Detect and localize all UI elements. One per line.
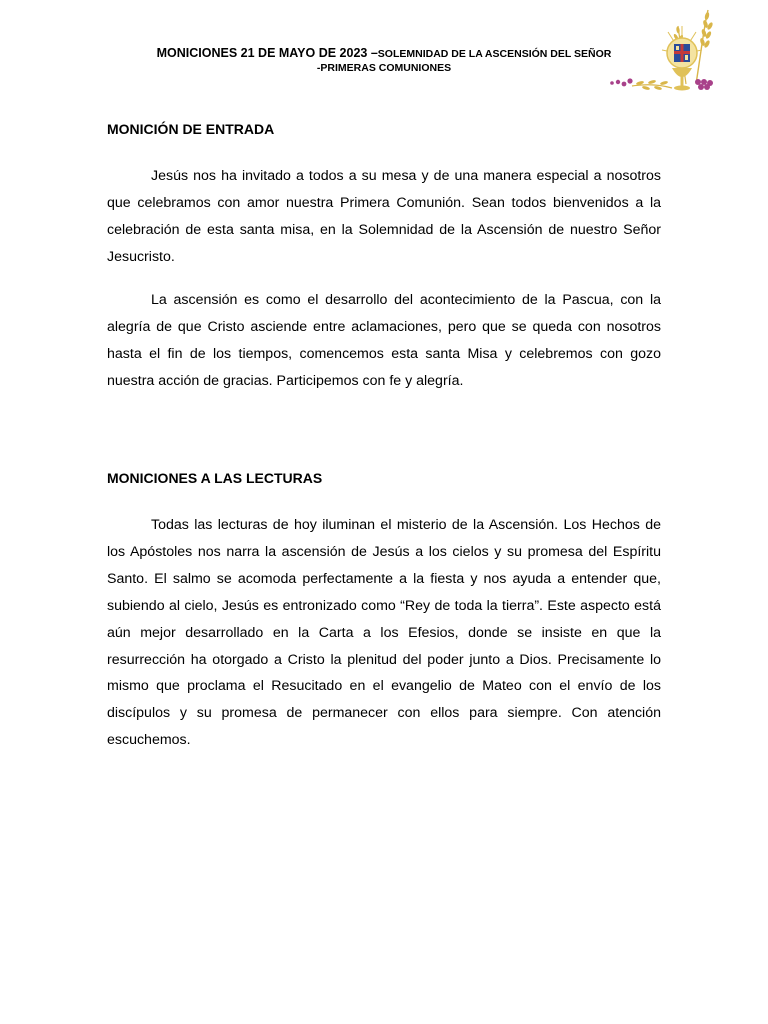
page-header (100, 46, 668, 75)
header-line-1 (100, 46, 668, 61)
header-subtitle: SOLEMNIDAD DE LA ASCENSIÓN DEL SEÑOR (377, 48, 612, 60)
chalice-icon (672, 68, 692, 91)
section-title-lecturas: MONICIONES A LAS LECTURAS (107, 470, 323, 486)
section-title-entrada: MONICIÓN DE ENTRADA (107, 121, 275, 137)
eucharist-logo-icon (610, 6, 720, 96)
header-line-2: -PRIMERAS COMUNIONES (316, 62, 452, 74)
paragraph-entrada-2: La ascensión es como el desarrollo del acontecimiento de la Pascua, con la alegría de que Cristo asciende entre aclamaciones, pero que se queda con nosotros hasta el fin de los tiempos, comencemos esta santa Misa y celebremos con gozo nuestra acción de gracias. Participemos con fe y alegría. (107, 292, 661, 389)
eucharist-logo-graphic (610, 6, 720, 96)
paragraph-lecturas-1: Todas las lecturas de hoy iluminan el misterio de la Ascensión. Los Hechos de los Apóstoles nos narra la ascensión de Jesús a los cielos y su promesa del Espíritu Santo. El salmo se acomoda perfectamente a la fiesta y nos ayuda a entender que, subiendo al cielo, Jesús es entronizado como “Rey de toda la tierra”. Este aspecto está aún mejor desarrollado en la Carta a los Efesios, donde se insiste en que la resurrección ha otorgado a Cristo la plenitud del poder junto a Dios. Precisamente lo mismo que proclama el Resucitado en el evangelio de Mateo con el envío de los discípulos y su promesa de permanecer con ellos para siempre. Con atención escuchemos. (107, 517, 661, 749)
lying-wheat-icon (632, 79, 672, 90)
paragraph-entrada-1: Jesús nos ha invitado a todos a su mesa y de una manera especial a nosotros que celebramos con amor nuestra Primera Comunión. Sean todos bienvenidos a la celebración de esta santa misa, en la Solemnidad de la Ascensión de nuestro Señor Jesucristo. (107, 168, 661, 265)
header-title: MONICIONES 21 DE MAYO DE 2023 – (156, 46, 378, 60)
